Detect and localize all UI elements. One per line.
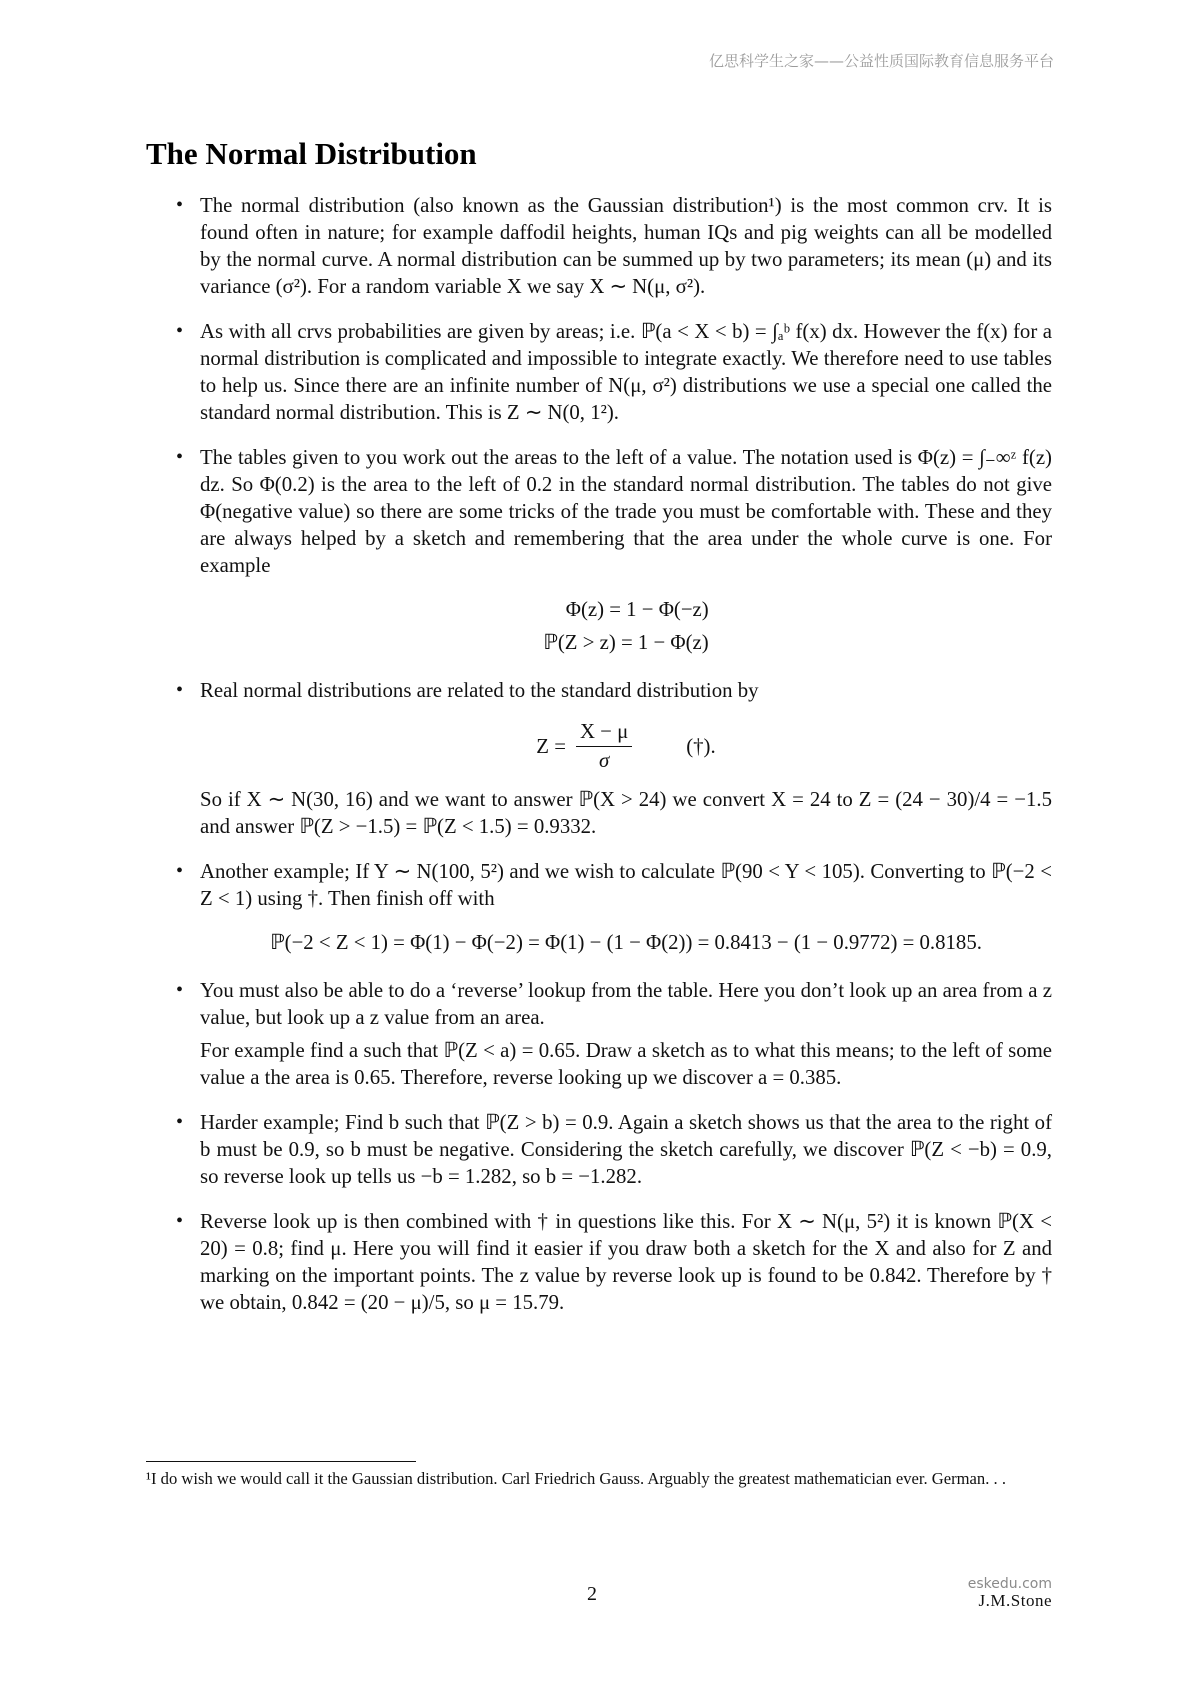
bullet-another-example [146, 858, 1052, 959]
bullet-text: • Reverse look up is then combined with † in questions like this. For X ∼ N(μ, 5²) it is known ℙ(X < 20) = 0.8; find μ. Here you will find it easier if you draw both a sketch for the X and also for Z and marking on the important points. The z value by reverse look up is found to be 0.842. Therefore by † we obtain, 0.842 = (20 − μ)/5, so μ = 15.79. [200, 1210, 1052, 1314]
bullet-text: • Harder example; Find b such that ℙ(Z > b) = 0.9. Again a sketch shows us that the area to the right of b must be 0.9, so b must be negative. Considering the sketch carefully, we discover ℙ(Z < −b) = 0.9, so reverse look up tells us −b = 1.282, so b = −1.282. [200, 1111, 1052, 1188]
formula-lhs: Z = [536, 734, 566, 758]
formula-tag: (†). [686, 734, 716, 758]
bullet-text: • Another example; If Y ∼ N(100, 5²) and we wish to calculate ℙ(90 < Y < 105). Converting to ℙ(−2 < Z < 1) using †. Then finish off with [200, 860, 1052, 910]
bullet-normal-definition [146, 192, 1052, 300]
bullet-text: • Real normal distributions are related to the standard distribution by [200, 679, 759, 702]
main-content [146, 192, 1052, 1334]
bullet-text: • As with all crvs probabilities are given by areas; i.e. ℙ(a < X < b) = ∫ₐᵇ f(x) dx. However the f(x) for a normal distribution is complicated and impossible to integrate exactly. We therefore need to use tables to help us. Since there are an infinite number of N(μ, σ²) distributions we use a special one called the standard normal distribution. This is Z ∼ N(0, 1²). [200, 320, 1052, 424]
site-watermark: eskedu.com [967, 1576, 1052, 1592]
bullet-list [146, 192, 1052, 1316]
bullet-paragraph: For example find a such that ℙ(Z < a) = 0.65. Draw a sketch as to what this means; to the left of some value a the area is 0.65. Therefore, reverse looking up we discover a = 0.385. [200, 1039, 1052, 1089]
equation-group [543, 593, 708, 659]
standardise-formula [200, 718, 1052, 774]
equation-line: Φ(z) = 1 − Φ(−z) [565, 598, 709, 621]
page-number: 2 [587, 1583, 597, 1605]
bullet-paragraph: So if X ∼ N(30, 16) and we want to answer ℙ(X > 24) we convert X = 24 to Z = (24 − 30)/4 = −1.5 and answer ℙ(Z > −1.5) = ℙ(Z < 1.5) = 0.9332. [200, 788, 1052, 838]
equation-line: ℙ(Z > z) = 1 − Φ(z) [543, 631, 709, 654]
bullet-standardise [146, 677, 1052, 840]
display-equations [200, 593, 1052, 659]
footnote-rule [146, 1461, 416, 1462]
bullet-tables [146, 444, 1052, 659]
footnote: ¹I do wish we would call it the Gaussian distribution. Carl Friedrich Gauss. Arguably the greatest mathematician ever. German. . . [146, 1469, 1006, 1488]
fraction-denominator: σ [598, 749, 610, 772]
author-name: J.M.Stone [978, 1591, 1052, 1610]
fraction [576, 718, 632, 774]
section-title: The Normal Distribution [146, 136, 477, 171]
bullet-text: • The normal distribution (also known as the Gaussian distribution¹) is the most common crv. It is found often in nature; for example daffodil heights, human IQs and pig weights can all be modelled by the normal curve. A normal distribution can be summed up by two parameters; its mean (μ) and its variance (σ²). For a random variable X we say X ∼ N(μ, σ²). [200, 194, 1052, 298]
fraction-numerator: X − μ [576, 718, 632, 747]
header-watermark: 亿思科学生之家——公益性质国际教育信息服务平台 [708, 52, 1054, 70]
bullet-areas [146, 318, 1052, 426]
bullet-reverse-lookup [146, 977, 1052, 1091]
display-equation: ℙ(−2 < Z < 1) = Φ(1) − Φ(−2) = Φ(1) − (1 − Φ(2)) = 0.8413 − (1 − 0.9772) = 0.8185. [270, 931, 982, 954]
bullet-text: • The tables given to you work out the areas to the left of a value. The notation used is Φ(z) = ∫₋∞ᶻ f(z) dz. So Φ(0.2) is the area to the left of 0.2 in the standard normal distribution. The tables do not give Φ(negative value) so there are some tricks of the trade you must be comfortable with. These and they are always helped by a sketch and remembering that the area under the whole curve is one. For example [200, 446, 1052, 577]
bullet-harder-example [146, 1109, 1052, 1190]
bullet-text: • You must also be able to do a ‘reverse’ lookup from the table. Here you don’t look up an area from a z value, but look up a z value from an area. [200, 979, 1052, 1029]
bullet-combined [146, 1208, 1052, 1316]
